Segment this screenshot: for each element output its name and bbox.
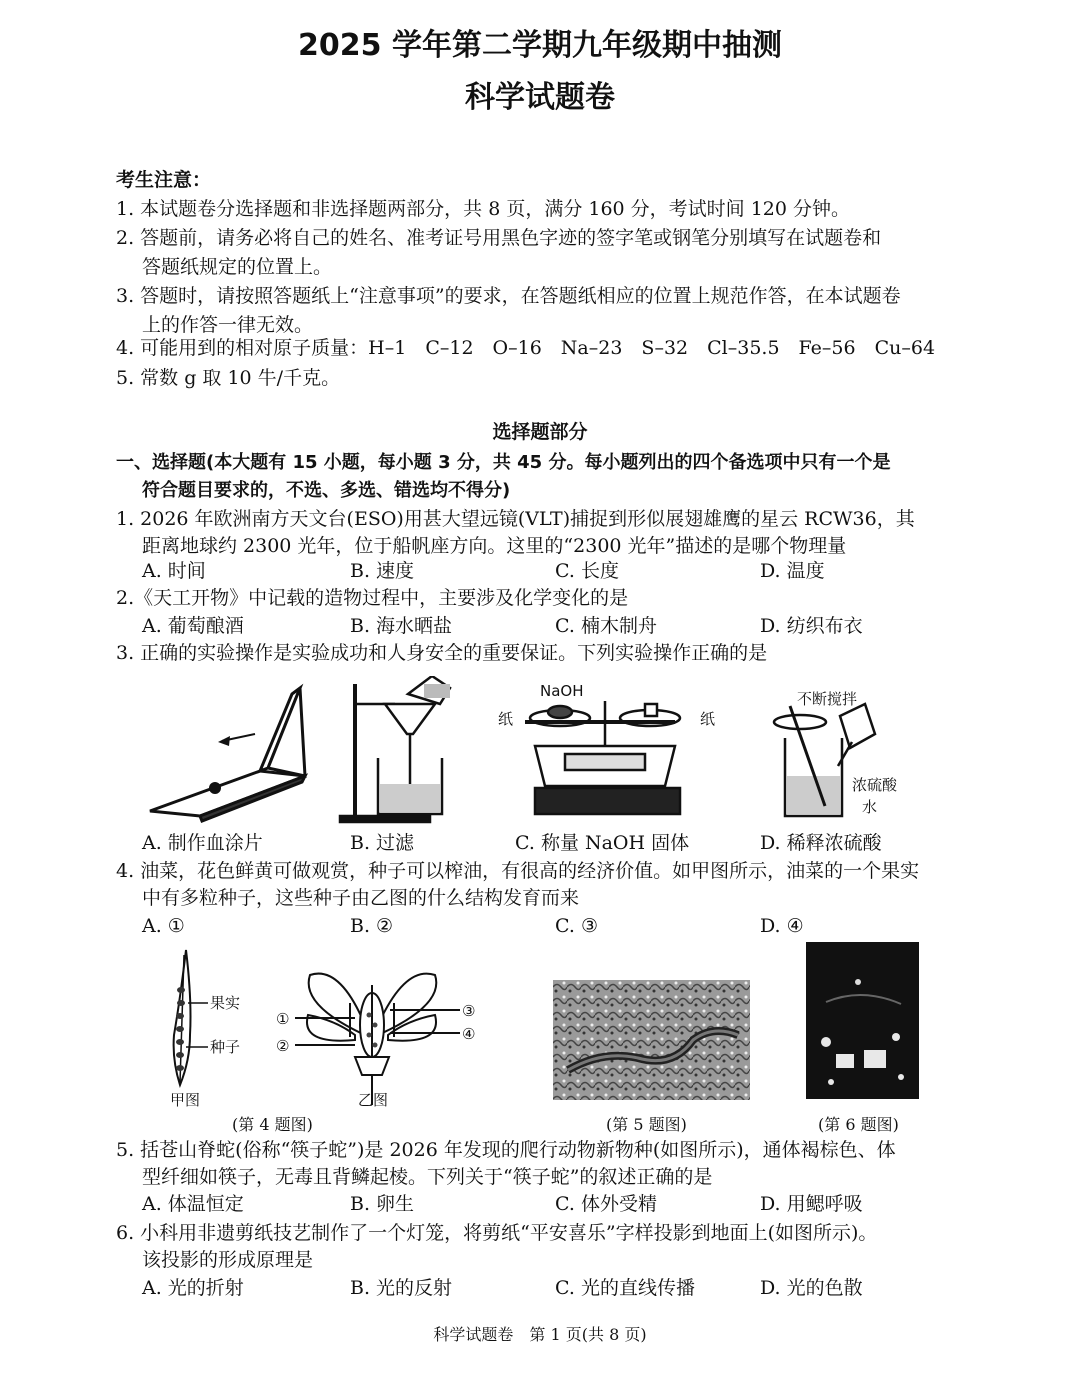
notice-item-1: 1. 本试题卷分选择题和非选择题两部分，共 8 页，满分 160 分，考试时间 120 分钟。 — [116, 198, 851, 220]
fig-yi-label: 乙图 — [358, 1091, 389, 1109]
fruit-label: 果实 — [210, 994, 241, 1012]
stir-label: 不断搅拌 — [797, 690, 858, 708]
q5-option-c[interactable]: C. 体外受精 — [555, 1193, 657, 1215]
q1-option-b[interactable]: B. 速度 — [350, 560, 415, 582]
q6-stem: 6. 小科用非遗剪纸技艺制作了一个灯笼，将剪纸“平安喜乐”字样投影到地面上(如图所示)。 — [116, 1222, 878, 1244]
snake-photo — [553, 980, 750, 1100]
q4-option-b[interactable]: B. ② — [350, 915, 394, 937]
notice-heading: 考生注意： — [116, 169, 212, 191]
q1-stem: 1. 2026 年欧洲南方天文台(ESO)用甚大望远镜(VLT)捕捉到形似展翅雄鹰的星云 RCW36，其 — [116, 508, 915, 530]
q2-stem: 2.《天工开物》中记载的造物过程中，主要涉及化学变化的是 — [116, 587, 629, 609]
fig-jia-label: 甲图 — [170, 1091, 201, 1109]
q6-option-c[interactable]: C. 光的直线传播 — [555, 1277, 695, 1299]
caption-q4: (第 4 题图) — [232, 1115, 313, 1134]
q4-option-d[interactable]: D. ④ — [760, 915, 804, 937]
water-label: 水 — [862, 798, 878, 816]
q6-option-d[interactable]: D. 光的色散 — [760, 1277, 863, 1299]
notice-item-5: 5. 常数 g 取 10 牛/千克。 — [116, 367, 341, 389]
section-intro: 一、选择题(本大题有 15 小题，每小题 3 分，共 45 分。每小题列出的四个备选项中只有一个是 — [116, 452, 891, 473]
section-heading: 选择题部分 — [492, 421, 588, 443]
notice-item-3: 3. 答题时，请按照答题纸上“注意事项”的要求，在答题纸相应的位置上规范作答，在本试题卷 — [116, 285, 901, 307]
exam-title: 2025 学年第二学期九年级期中抽测 — [298, 28, 782, 63]
q3-option-d[interactable]: D. 稀释浓硫酸 — [760, 832, 882, 854]
q3-stem: 3. 正确的实验操作是实验成功和人身安全的重要保证。下列实验操作正确的是 — [116, 642, 768, 664]
q6-option-a[interactable]: A. 光的折射 — [142, 1277, 244, 1299]
q4-option-c[interactable]: C. ③ — [555, 915, 598, 937]
q1-stem-cont: 距离地球约 2300 光年，位于船帆座方向。这里的“2300 光年”描述的是哪个物理量 — [142, 535, 847, 557]
notice-item-2-cont: 答题纸规定的位置上。 — [142, 256, 333, 278]
notice-item-4: 4. 可能用到的相对原子质量：H–1 C–12 O–16 Na–23 S–32 Cl–35.5 Fe–56 Cu–64 — [116, 337, 936, 359]
q4-stem: 4. 油菜，花色鲜黄可做观赏，种子可以榨油，有很高的经济价值。如甲图所示，油菜的一个果实 — [116, 860, 920, 882]
label-1: ① — [276, 1010, 290, 1028]
paper-left-label: 纸 — [498, 710, 514, 728]
q1-option-d[interactable]: D. 温度 — [760, 560, 825, 582]
filtration-figure — [340, 676, 450, 822]
section-intro-cont: 符合题目要求的，不选、多选、错选均不得分) — [142, 480, 511, 501]
acid-label: 浓硫酸 — [852, 776, 898, 794]
q3-figures — [140, 676, 960, 832]
q6-stem-cont: 该投影的形成原理是 — [142, 1249, 314, 1271]
q3-option-b[interactable]: B. 过滤 — [350, 832, 415, 854]
balance-figure — [498, 682, 715, 814]
exam-subtitle: 科学试题卷 — [465, 80, 615, 115]
q4-figures — [150, 945, 490, 1110]
seed-label: 种子 — [210, 1038, 241, 1056]
q1-option-c[interactable]: C. 长度 — [555, 560, 619, 582]
flower-figure — [276, 974, 475, 1109]
lantern-projection-photo — [806, 942, 919, 1099]
notice-item-2: 2. 答题前，请务必将自己的姓名、准考证号用黑色字迹的签字笔或钢笔分别填写在试题卷和 — [116, 227, 882, 249]
fruit-figure — [170, 950, 240, 1109]
label-2: ② — [276, 1037, 290, 1055]
q3-option-a[interactable]: A. 制作血涂片 — [142, 832, 263, 854]
paper-right-label: 纸 — [700, 710, 716, 728]
q5-option-a[interactable]: A. 体温恒定 — [142, 1193, 244, 1215]
q2-option-a[interactable]: A. 葡萄酿酒 — [142, 615, 244, 637]
naoh-label: NaOH — [540, 682, 584, 700]
q2-option-b[interactable]: B. 海水晒盐 — [350, 615, 453, 637]
q3-option-c[interactable]: C. 称量 NaOH 固体 — [515, 832, 690, 854]
q1-option-a[interactable]: A. 时间 — [142, 560, 206, 582]
dilution-figure — [774, 690, 898, 816]
caption-q6: (第 6 题图) — [818, 1115, 899, 1134]
q5-option-b[interactable]: B. 卵生 — [350, 1193, 415, 1215]
q2-option-d[interactable]: D. 纺织布衣 — [760, 615, 863, 637]
page-footer: 科学试题卷 第 1 页(共 8 页) — [433, 1325, 647, 1344]
q6-option-b[interactable]: B. 光的反射 — [350, 1277, 453, 1299]
q2-option-c[interactable]: C. 楠木制舟 — [555, 615, 657, 637]
q5-stem: 5. 括苍山脊蛇(俗称“筷子蛇”)是 2026 年发现的爬行动物新物种(如图所示)，通体褐棕色、体 — [116, 1139, 896, 1161]
blood-smear-figure — [150, 688, 305, 821]
q4-stem-cont: 中有多粒种子，这些种子由乙图的什么结构发育而来 — [142, 887, 580, 909]
caption-q5: (第 5 题图) — [606, 1115, 687, 1134]
notice-item-3-cont: 上的作答一律无效。 — [142, 314, 314, 336]
q4-option-a[interactable]: A. ① — [142, 915, 185, 937]
q5-option-d[interactable]: D. 用鳃呼吸 — [760, 1193, 863, 1215]
q5-stem-cont: 型纤细如筷子，无毒且背鳞起棱。下列关于“筷子蛇”的叙述正确的是 — [142, 1166, 713, 1188]
label-4: ④ — [462, 1025, 476, 1043]
label-3: ③ — [462, 1002, 476, 1020]
